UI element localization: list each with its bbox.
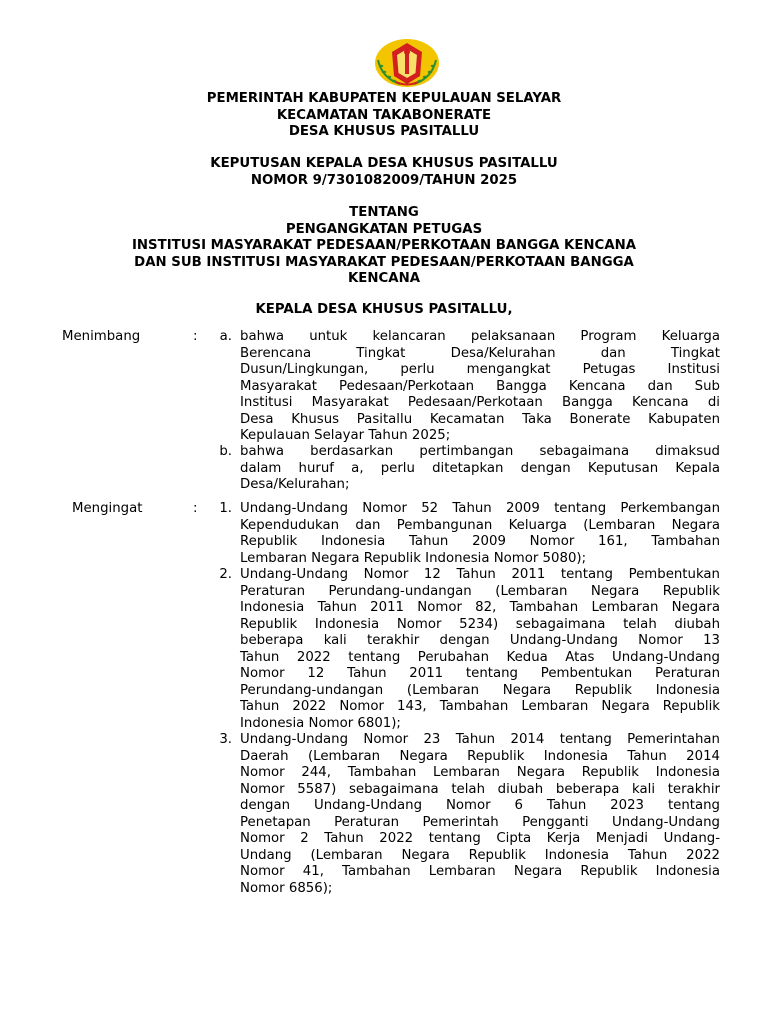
item-marker: 3. <box>219 732 232 747</box>
section-label: Menimbang <box>62 329 141 344</box>
official-title <box>0 302 768 319</box>
text-line: Tahun 2022 Nomor 143, Tambahan Lembaran Negara Republik <box>240 699 720 714</box>
item-marker: b. <box>219 444 232 459</box>
subject-line: INSTITUSI MASYARAKAT PEDESAAN/PERKOTAAN BANGGA KENCANA <box>131 238 637 253</box>
section-colon: : <box>193 501 198 516</box>
item-text <box>240 444 720 494</box>
item-marker: 2. <box>219 567 232 582</box>
text-line: Institusi Masyarakat Pedesaan/Perkotaan Bangga Kencana di <box>240 395 720 410</box>
subject-line: PENGANGKATAN PETUGAS <box>285 221 483 237</box>
subject-line: TENTANG <box>349 205 419 220</box>
text-line: Republik Indonesia Nomor 5234) sebagaimana telah diubah <box>240 616 720 632</box>
text-line: Penetapan Peraturan Pemerintah Pengganti Undang-Undang <box>240 814 720 830</box>
gov-line: PEMERINTAH KABUPATEN KEPULAUAN SELAYAR <box>206 91 562 106</box>
text-line: Indonesia Tahun 2011 Nomor 82, Tambahan Lembaran Negara <box>240 600 720 615</box>
item-text <box>240 501 720 567</box>
subject-line: DAN SUB INSTITUSI MASYARAKAT PEDESAAN/PERKOTAAN BANGGA <box>134 254 634 270</box>
gov-line: DESA KHUSUS PASITALLU <box>288 124 480 139</box>
item-text <box>240 567 720 732</box>
text-line: Nomor 5587) sebagaimana telah diubah beberapa kali terakhir <box>240 781 720 797</box>
official-line: KEPALA DESA KHUSUS PASITALLU, <box>255 302 513 317</box>
text-line: bahwa untuk kelancaran pelaksanaan Program Keluarga <box>240 329 720 344</box>
gov-line: KECAMATAN TAKABONERATE <box>276 107 492 123</box>
section-colon: : <box>193 329 198 344</box>
text-line: Peraturan Perundang-undangan (Lembaran Negara Republik <box>240 583 720 599</box>
subject-line: KENCANA <box>348 271 420 286</box>
text-line: Nomor 12 Tahun 2011 tentang Pembentukan Peraturan <box>240 666 720 681</box>
decree-title <box>0 156 768 189</box>
text-line: Undang-Undang Nomor 52 Tahun 2009 tentang Perkembangan <box>240 501 720 516</box>
text-line: Kepulauan Selayar Tahun 2025; <box>240 428 451 443</box>
text-line: Nomor 6856); <box>240 880 333 896</box>
text-line: Undang-Undang Nomor 23 Tahun 2014 tentang Pemerintahan <box>240 732 720 747</box>
text-line: Nomor 2 Tahun 2022 tentang Cipta Kerja Menjadi Undang- <box>240 831 720 846</box>
regency-emblem-icon <box>374 38 440 88</box>
item-text <box>240 732 720 897</box>
text-line: Kependudukan dan Pembangunan Keluarga (Lembaran Negara <box>240 517 720 533</box>
text-line: Dusun/Lingkungan, perlu mengangkat Petugas Institusi <box>240 362 720 377</box>
text-line: Desa Khusus Pasitallu Kecamatan Taka Bonerate Kabupaten <box>240 411 720 427</box>
item-text <box>240 329 720 445</box>
text-line: bahwa berdasarkan pertimbangan sebagaimana dimaksud <box>240 444 720 459</box>
text-line: Desa/Kelurahan; <box>240 477 350 492</box>
text-line: Daerah (Lembaran Negara Republik Indonesia Tahun 2014 <box>240 748 720 764</box>
decree-subject <box>0 205 768 288</box>
decree-line: KEPUTUSAN KEPALA DESA KHUSUS PASITALLU <box>210 156 558 171</box>
text-line: Nomor 41, Tambahan Lembaran Negara Republik Indonesia <box>240 864 720 879</box>
decree-line: NOMOR 9/7301082009/TAHUN 2025 <box>250 172 518 188</box>
item-marker: a. <box>219 329 232 344</box>
text-line: Undang-Undang Nomor 12 Tahun 2011 tentang Pembentukan <box>240 567 720 582</box>
text-line: dengan Undang-Undang Nomor 6 Tahun 2023 tentang <box>240 798 720 813</box>
text-line: Perundang-undangan (Lembaran Negara Republik Indonesia <box>240 682 720 698</box>
text-line: beberapa kali terakhir dengan Undang-Undang Nomor 13 <box>240 633 720 648</box>
section-label: Mengingat <box>72 501 143 516</box>
text-line: Lembaran Negara Republik Indonesia Nomor 5080); <box>240 550 587 566</box>
text-line: Republik Indonesia Tahun 2009 Nomor 161, Tambahan <box>240 534 720 549</box>
text-line: Indonesia Nomor 6801); <box>240 715 401 731</box>
text-line: Berencana Tingkat Desa/Kelurahan dan Tingkat <box>240 345 720 361</box>
text-line: Masyarakat Pedesaan/Perkotaan Bangga Kencana dan Sub <box>240 378 720 394</box>
item-marker: 1. <box>219 501 232 516</box>
text-line: dalam huruf a, perlu ditetapkan dengan Keputusan Kepala <box>240 460 720 476</box>
text-line: Nomor 244, Tambahan Lembaran Negara Republik Indonesia <box>240 765 720 780</box>
text-line: Undang (Lembaran Negara Republik Indonesia Tahun 2022 <box>240 847 720 863</box>
government-header <box>0 91 768 141</box>
text-line: Tahun 2022 tentang Perubahan Kedua Atas Undang-Undang <box>240 649 720 665</box>
